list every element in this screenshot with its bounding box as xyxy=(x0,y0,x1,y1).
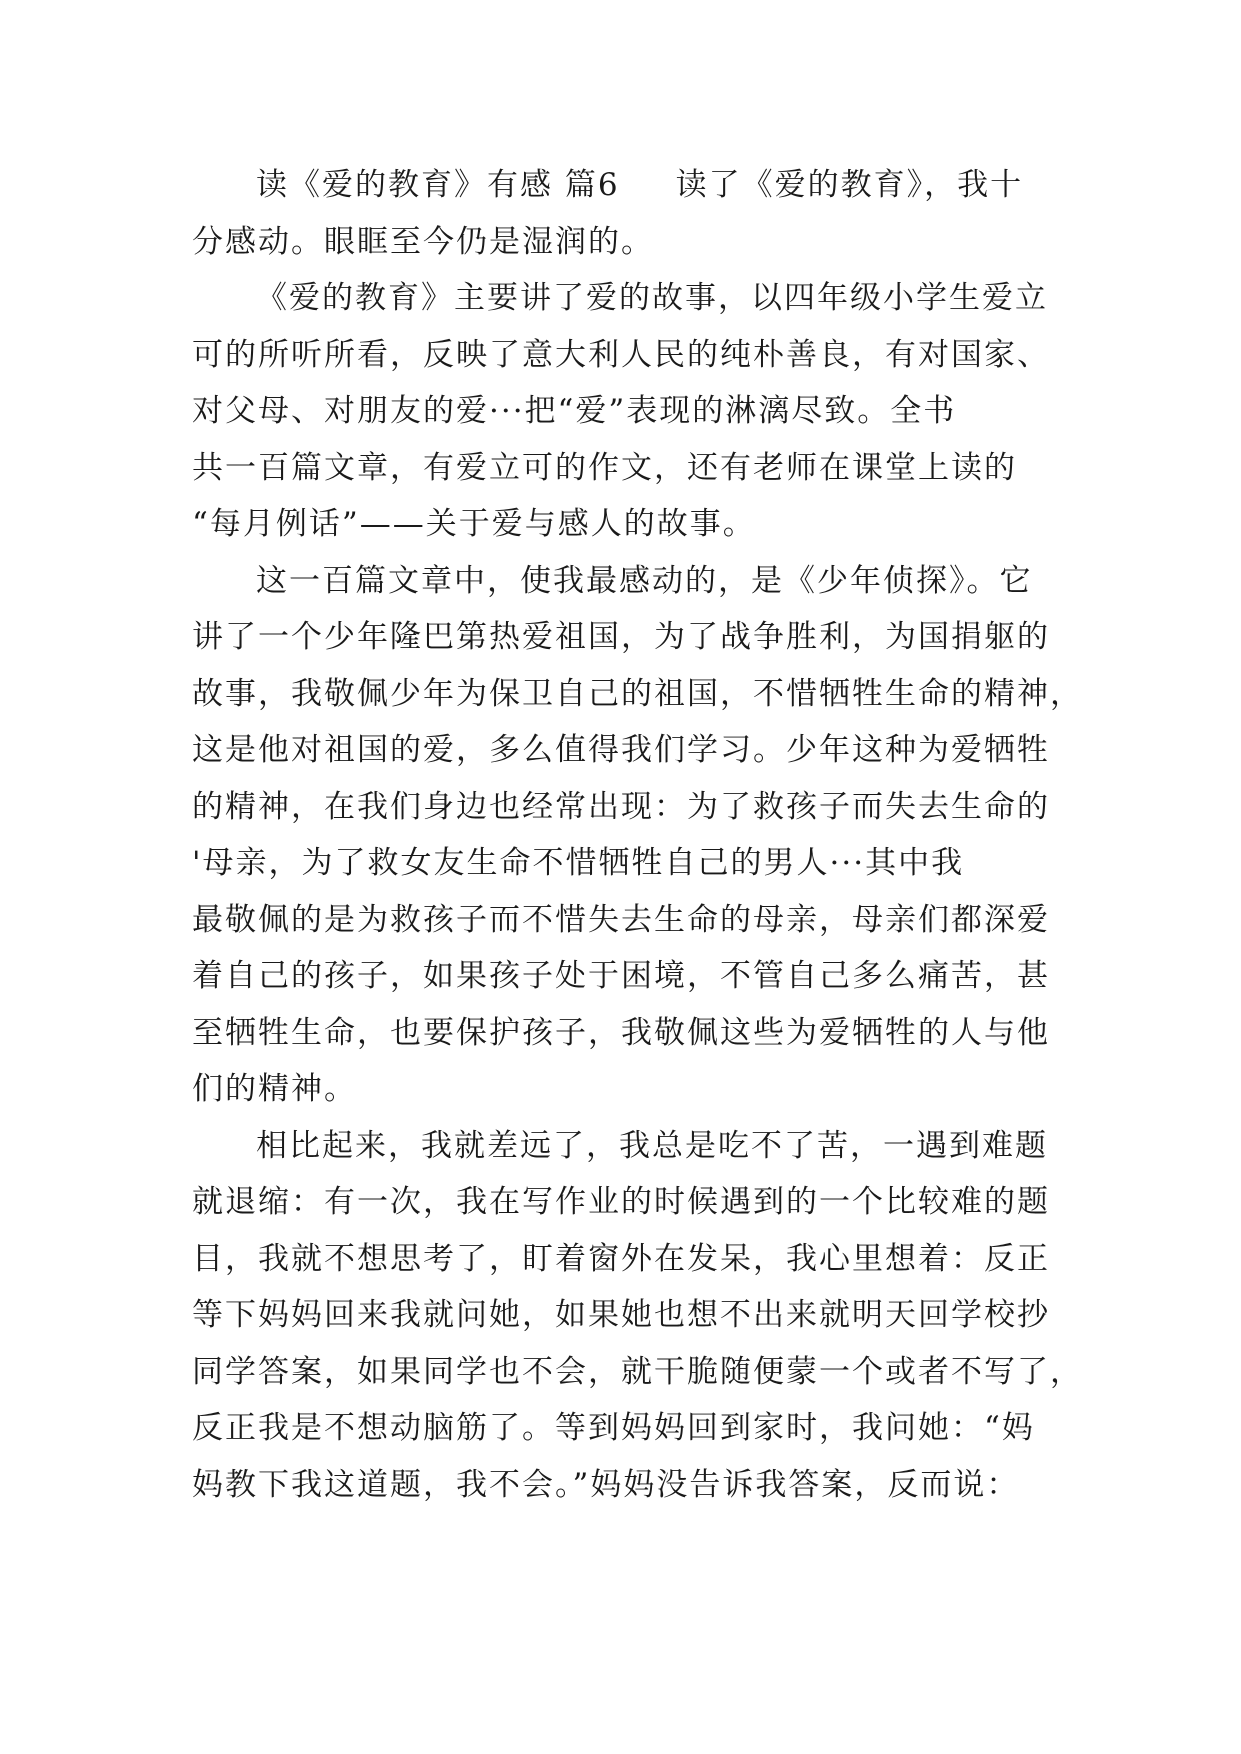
paragraph-line: 的精神，在我们身边也经常出现：为了救孩子而失去生命的 xyxy=(192,788,1050,825)
paragraph-line: 讲了一个少年隆巴第热爱祖国，为了战争胜利，为国捐躯的 xyxy=(192,619,1050,655)
paragraph-line: 着自己的孩子，如果孩子处于困境，不管自己多么痛苦，甚 xyxy=(192,958,1050,994)
paragraph-line: 至牺牲生命，也要保护孩子，我敬佩这些为爱牺牲的人与他 xyxy=(192,1014,1050,1051)
paragraph-line: '母亲，为了救女友生命不惜牺牲自己的男人···其中我 xyxy=(192,845,965,881)
title-line xyxy=(192,157,1072,214)
paragraph-line: 可的所听所看，反映了意大利人民的纯朴善良，有对国家、 xyxy=(192,336,1050,373)
paragraph-line: 分感动。眼眶至今仍是湿润的。 xyxy=(192,223,654,260)
paragraph-line: 目，我就不想思考了，盯着窗外在发呆，我心里想着：反正 xyxy=(192,1240,1050,1277)
paragraph-line: 这是他对祖国的爱，多么值得我们学习。少年这种为爱牺牲 xyxy=(192,732,1050,768)
paragraph-line: 故事，我敬佩少年为保卫自己的祖国，不惜牺牲生命的精神， xyxy=(192,675,1083,712)
paragraph-line: 同学答案，如果同学也不会，就干脆随便蒙一个或者不写了， xyxy=(192,1353,1083,1390)
document-body xyxy=(192,157,1083,1513)
paragraph-line: 就退缩：有一次，我在写作业的时候遇到的一个比较难的题 xyxy=(192,1184,1050,1220)
paragraph-line: 这一百篇文章中，使我最感动的，是《少年侦探》。它 xyxy=(256,562,1033,599)
paragraph-line: 们的精神。 xyxy=(192,1071,357,1107)
paragraph-line: 读了《爱的教育》，我十 xyxy=(675,167,1024,203)
paragraph-line: “每月例话”——关于爱与感人的故事。 xyxy=(192,506,756,542)
paragraph-line: 相比起来，我就差远了，我总是吃不了苦，一遇到难题 xyxy=(256,1127,1048,1164)
paragraph-line: 等下妈妈回来我就问她，如果她也想不出来就明天回学校抄 xyxy=(192,1297,1050,1333)
paragraph-line: 《爱的教育》主要讲了爱的故事，以四年级小学生爱立 xyxy=(256,280,1048,316)
paragraph-line: 对父母、对朋友的爱···把“爱”表现的淋漓尽致。全书 xyxy=(192,393,957,429)
paragraph-line: 妈教下我这道题，我不会。”妈妈没告诉我答案，反而说： xyxy=(192,1466,1020,1503)
paragraph-line: 最敬佩的是为救孩子而不惜失去生命的母亲，母亲们都深爱 xyxy=(192,901,1050,938)
essay-title: 读《爱的教育》有感 篇6 xyxy=(256,167,620,203)
paragraph-line: 共一百篇文章，有爱立可的作文，还有老师在课堂上读的 xyxy=(192,449,1017,486)
paragraph-line: 反正我是不想动脑筋了。等到妈妈回到家时，我问她：“妈 xyxy=(192,1410,1035,1446)
